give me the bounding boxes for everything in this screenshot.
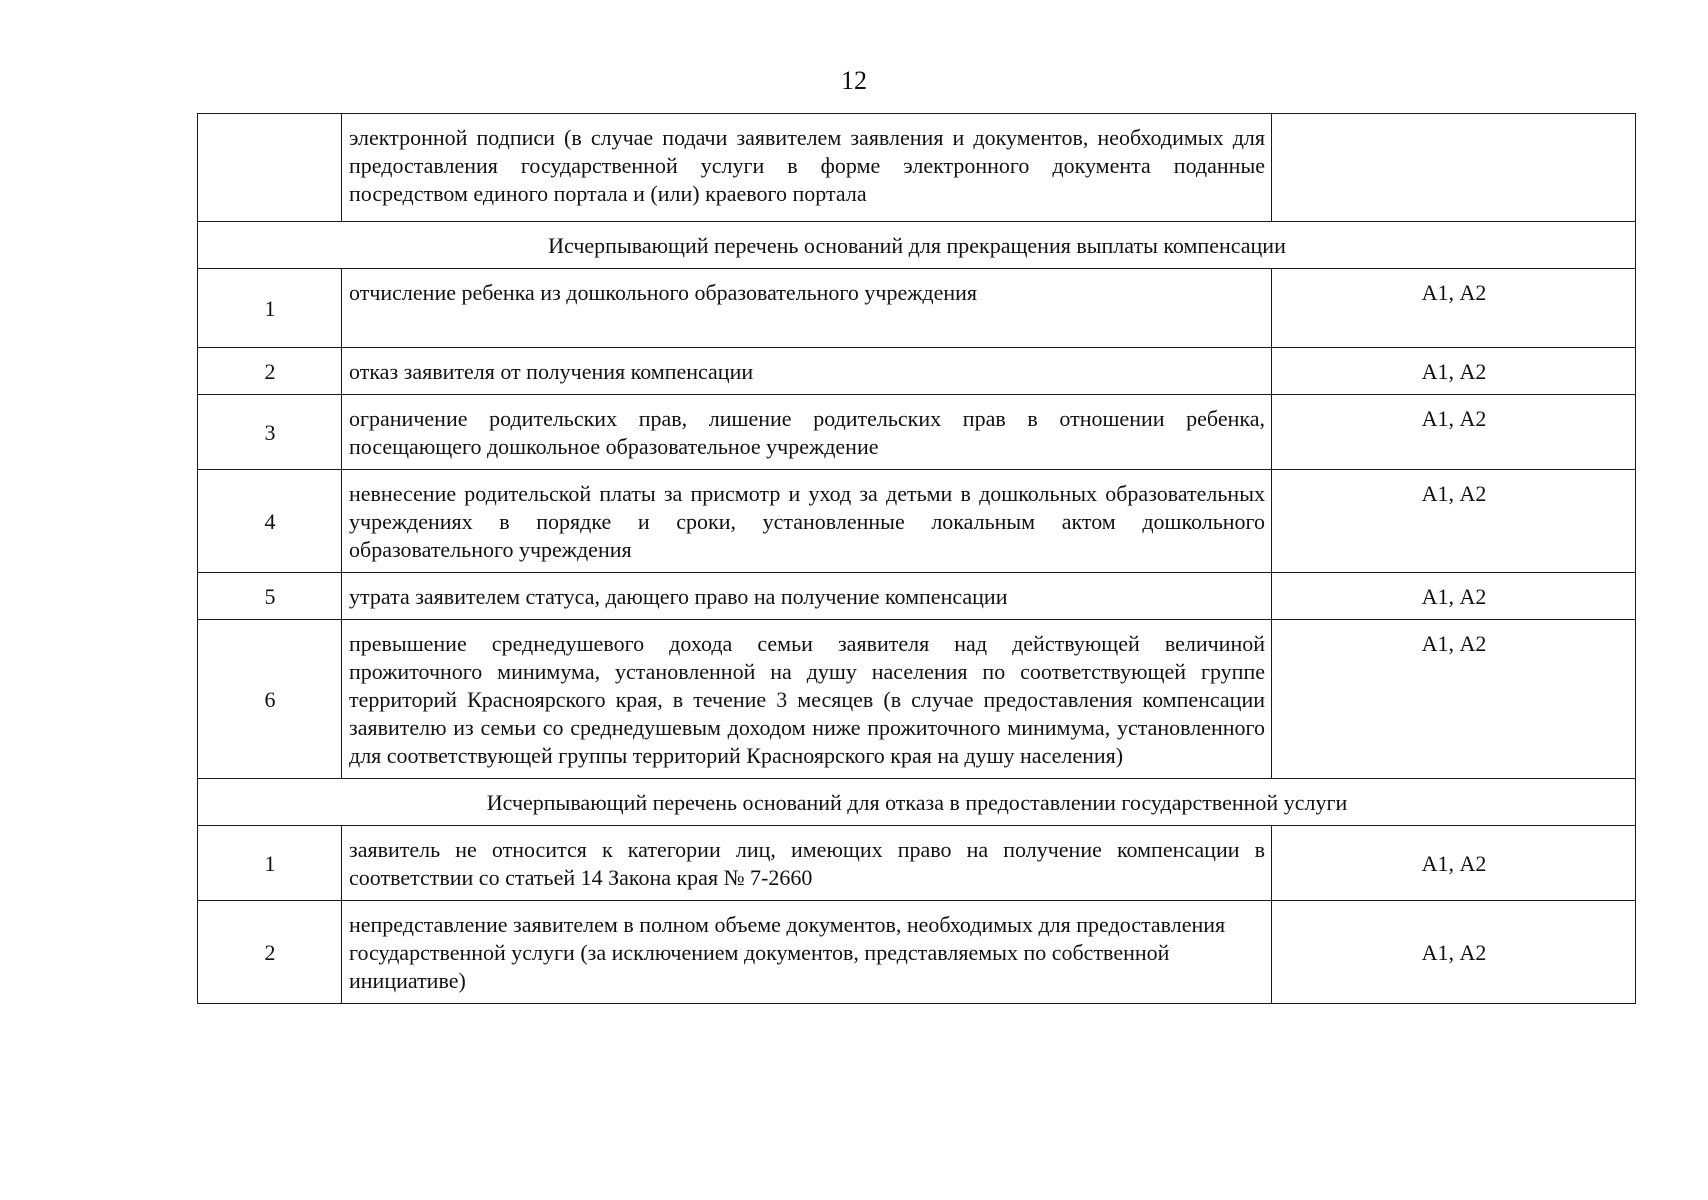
table-row [198,269,1636,348]
table-row [198,620,1636,779]
section-heading-row [198,222,1636,269]
row-number-cell: 1 [198,269,342,348]
table-row [198,395,1636,470]
table-row [198,470,1636,573]
row-code-cell: А1, А2 [1272,395,1636,470]
row-code-cell [1272,114,1636,222]
row-text-cell: невнесение родительской платы за присмотр и уход за детьми в дошкольных образовательных учреждениях в порядке и сроки, установленные локальным актом дошкольного образовательного учреждения [342,470,1272,573]
table-row [198,348,1636,395]
row-text-cell: превышение среднедушевого дохода семьи заявителя над действующей величиной прожиточного минимума, установленной на душу населения по соответствующей группе территорий Красноярского края, в течение 3 месяцев (в случае предоставления компенсации заявителю из семьи со среднедушевым доходом ниже прожиточного минимума, установленного для соответствующей группы территорий Красноярского края на душу населения) [342,620,1272,779]
row-number-cell: 2 [198,348,342,395]
row-number-cell: 5 [198,573,342,620]
row-number-cell: 4 [198,470,342,573]
row-text-cell: ограничение родительских прав, лишение родительских прав в отношении ребенка, посещающего дошкольное образовательное учреждение [342,395,1272,470]
row-code-cell: А1, А2 [1272,348,1636,395]
row-text-cell: электронной подписи (в случае подачи заявителем заявления и документов, необходимых для предоставления государственной услуги в форме электронного документа поданные посредством единого портала и (или) краевого портала [342,114,1272,222]
row-number-cell: 6 [198,620,342,779]
row-number-cell: 3 [198,395,342,470]
section-title-termination: Исчерпывающий перечень оснований для прекращения выплаты компенсации [198,222,1636,269]
row-text-cell: отказ заявителя от получения компенсации [342,348,1272,395]
row-text-cell: заявитель не относится к категории лиц, имеющих право на получение компенсации в соответствии со статьей 14 Закона края № 7-2660 [342,826,1272,901]
row-code-cell: А1, А2 [1272,470,1636,573]
section-heading-row [198,779,1636,826]
section-title-refusal: Исчерпывающий перечень оснований для отказа в предоставлении государственной услуги [198,779,1636,826]
row-code-cell: А1, А2 [1272,826,1636,901]
row-code-cell: А1, А2 [1272,573,1636,620]
row-number-cell: 2 [198,901,342,1004]
row-code-cell: А1, А2 [1272,269,1636,348]
row-code-cell: А1, А2 [1272,620,1636,779]
table-row [198,901,1636,1004]
table-row-continuation [198,114,1636,222]
table-row [198,826,1636,901]
page-number: 12 [841,66,867,95]
row-text-cell: отчисление ребенка из дошкольного образовательного учреждения [342,269,1272,348]
grounds-table [197,113,1636,1004]
table-row [198,573,1636,620]
row-number-cell [198,114,342,222]
row-code-cell: А1, А2 [1272,901,1636,1004]
row-text-cell: утрата заявителем статуса, дающего право на получение компенсации [342,573,1272,620]
row-text-cell: непредставление заявителем в полном объеме документов, необходимых для предоставления государственной услуги (за исключением документов, представляемых по собственной инициативе) [342,901,1272,1004]
row-number-cell: 1 [198,826,342,901]
